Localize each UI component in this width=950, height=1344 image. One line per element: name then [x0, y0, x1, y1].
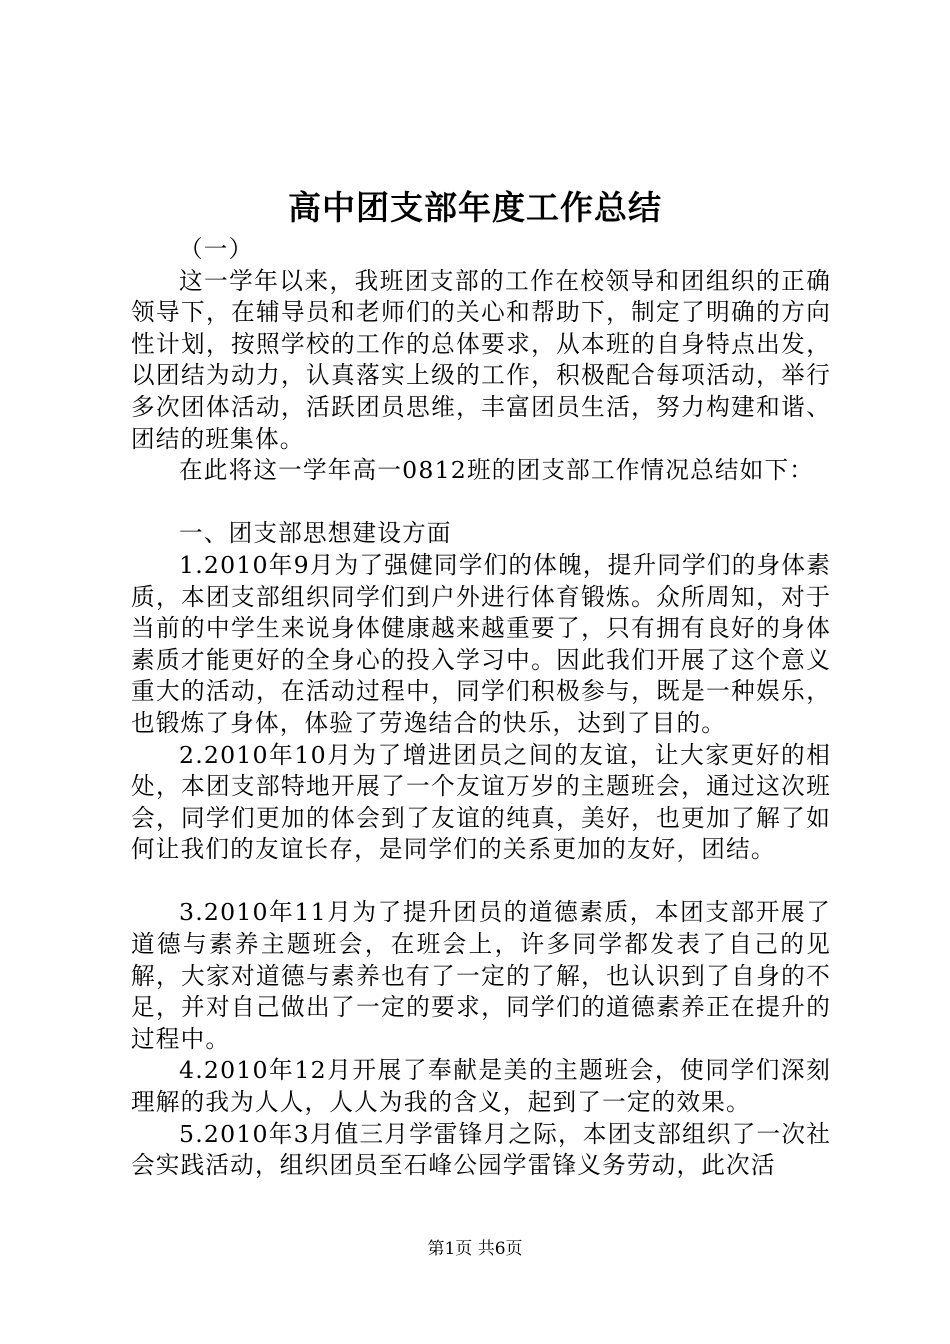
section-heading: 一、团支部思想建设方面	[179, 519, 452, 548]
page-footer: 第1页 共6页	[427, 1239, 523, 1259]
paragraph-item-1: 1.2010年9月为了强健同学们的体魄，提升同学们的身体素质，本团支部组织同学们到户外进行体育锻炼。众所周知，对于当前的中学生来说身体健康越来越重要了，只有拥有良好的身体素质才能更好的全身心的投入学习中。因此我们开展了这个意义重大的活动，在活动过程中，同学们积极参与，既是一种娱乐，也锻炼了身体，体验了劳逸结合的快乐，达到了目的。	[131, 550, 831, 737]
paragraph-item-3: 3.2010年11月为了提升团员的道德素质，本团支部开展了道德与素养主题班会，在班会上，许多同学都发表了自己的见解，大家对道德与素养也有了一定的了解，也认识到了自身的不足，并对自己做出了一定的要求，同学们的道德素养正在提升的过程中。	[131, 898, 831, 1053]
section-number: （一）	[179, 235, 254, 263]
document-title: 高中团支部年度工作总结	[288, 188, 662, 227]
paragraph-item-4: 4.2010年12月开展了奉献是美的主题班会，使同学们深刻理解的我为人人，人人为我的含义，起到了一定的效果。	[131, 1056, 831, 1117]
paragraph-item-2: 2.2010年10月为了增进团员之间的友谊，让大家更好的相处，本团支部特地开展了一个友谊万岁的主题班会，通过这次班会，同学们更加的体会到了友谊的纯真，美好，也更加了解了如何让我们的友谊长存，是同学们的关系更加的友好，团结。	[131, 740, 831, 864]
paragraph-intro: 这一学年以来，我班团支部的工作在校领导和团组织的正确领导下，在辅导员和老师们的关心和帮助下，制定了明确的方向性计划，按照学校的工作的总体要求，从本班的自身特点出发，以团结为动力，认真落实上级的工作，积极配合每项活动，举行多次团体活动，活跃团员思维，丰富团员生活，努力构建和谐、团结的班集体。	[131, 266, 831, 453]
blank-line	[131, 487, 831, 519]
paragraph-summary-lead: 在此将这一学年高一0812班的团支部工作情况总结如下：	[179, 456, 815, 485]
paragraph-item-5: 5.2010年3月值三月学雷锋月之际，本团支部组织了一次社会实践活动，组织团员至石峰公园学雷锋义务劳动，此次活	[131, 1119, 831, 1180]
document-body	[131, 234, 831, 1182]
blank-line	[131, 866, 831, 898]
